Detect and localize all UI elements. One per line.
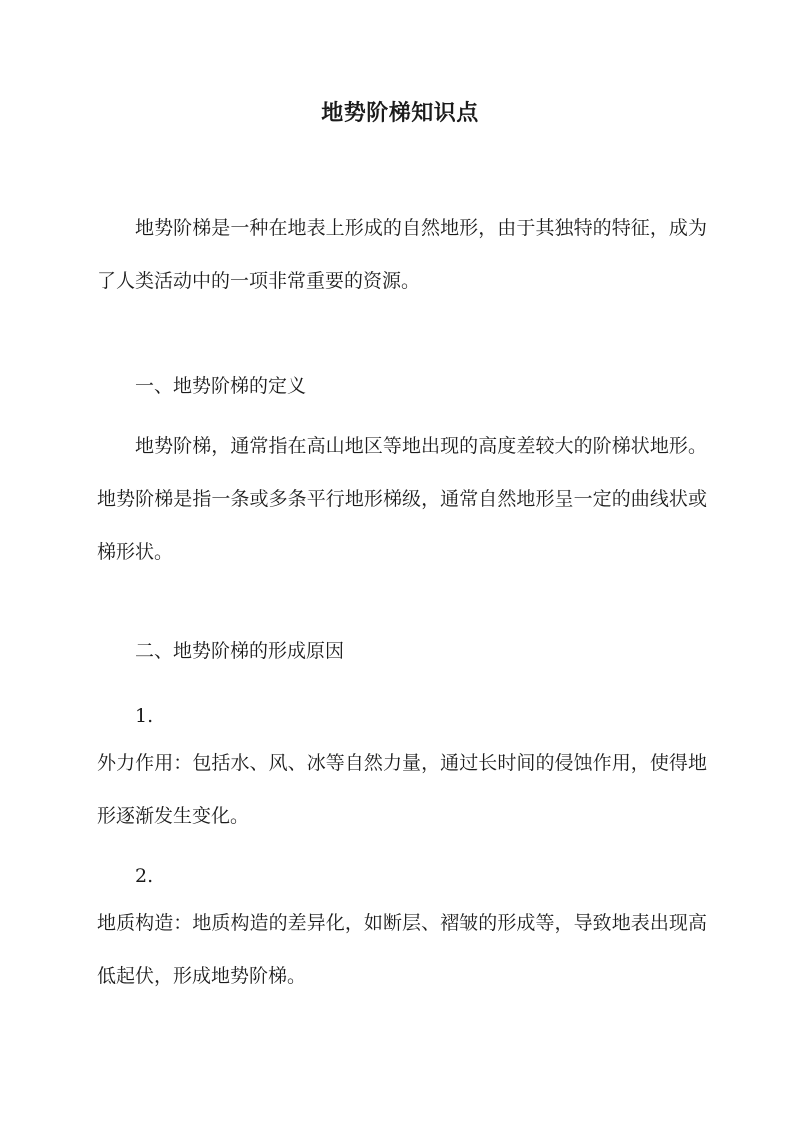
- section-heading-causes: 二、地势阶梯的形成原因: [135, 640, 345, 662]
- list-item-text: 地质构造：地质构造的差异化，如断层、褶皱的形成等，导致地表出现高低起伏，形成地势阶梯。: [97, 912, 707, 987]
- list-item-number: 2.: [135, 865, 154, 887]
- definition-paragraph: 地势阶梯，通常指在高山地区等地出现的高度差较大的阶梯状地形。地势阶梯是指一条或多条平行地形梯级，通常自然地形呈一定的曲线状或梯形状。: [97, 435, 707, 563]
- section-heading-definition: 一、地势阶梯的定义: [135, 375, 307, 397]
- list-item-number: 1.: [135, 705, 154, 727]
- document-title: 地势阶梯知识点: [321, 100, 479, 126]
- intro-paragraph: 地势阶梯是一种在地表上形成的自然地形，由于其独特的特征，成为了人类活动中的一项非常重要的资源。: [97, 217, 707, 292]
- list-item-text: 外力作用：包括水、风、冰等自然力量，通过长时间的侵蚀作用，使得地形逐渐发生变化。: [97, 752, 707, 827]
